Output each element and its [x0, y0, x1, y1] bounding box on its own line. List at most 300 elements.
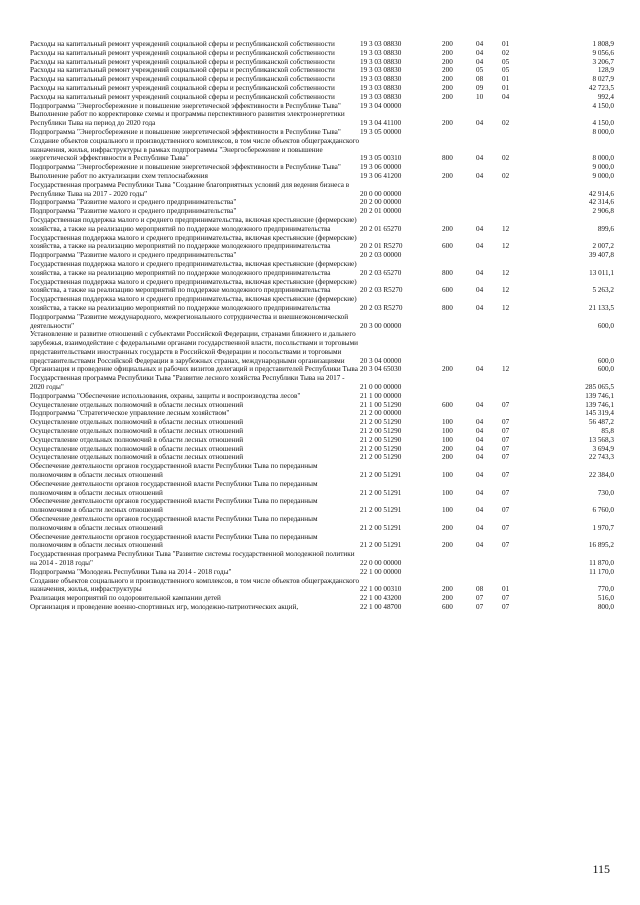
table-row	[30, 427, 614, 436]
row-sum: 600,0	[597, 356, 614, 365]
row-sum: 8 000,0	[592, 127, 614, 136]
table-row	[30, 110, 614, 128]
row-sum: 800,0	[597, 603, 614, 611]
row-section: 04	[476, 418, 484, 427]
row-code: 21 2 00 51291	[360, 471, 402, 480]
row-name: Государственная поддержка малого и среднего предпринимательства, включая крестьянские (фермерские) хозяйства, а также на реализацию мероприятий по поддержке молодежного предпринимательства	[30, 233, 357, 251]
row-sum: 1 808,9	[592, 40, 614, 48]
row-name: Государственная поддержка малого и среднего предпринимательства, включая крестьянские (фермерские) хозяйства, а также на реализацию мероприятий по поддержке молодежного предпринимательства	[30, 295, 357, 312]
row-subsection: 07	[502, 444, 510, 453]
row-name: Обеспечение деятельности органов государственной власти Республики Тыва по переданным полномочиям в области лесных отношений	[30, 532, 318, 550]
row-subsection	[502, 102, 532, 111]
row-expense-type: 200	[442, 92, 453, 101]
row-expense-type	[442, 330, 476, 365]
row-subsection	[502, 198, 532, 207]
row-expense-type	[442, 198, 476, 207]
row-expense-type: 200	[442, 119, 453, 128]
row-sum: 42 314,6	[588, 198, 614, 207]
row-sum: 6 760,0	[592, 506, 614, 515]
row-code: 19 3 04 00000	[360, 101, 402, 110]
row-subsection: 02	[502, 154, 510, 163]
row-subsection	[502, 313, 532, 331]
table-row	[30, 216, 614, 234]
row-subsection: 07	[502, 400, 510, 409]
row-sum: 3 206,7	[592, 57, 614, 66]
row-expense-type	[442, 392, 476, 401]
row-expense-type: 200	[442, 75, 453, 84]
row-section: 08	[476, 75, 484, 84]
row-subsection: 07	[502, 541, 510, 550]
row-section: 04	[476, 40, 484, 48]
row-subsection: 02	[502, 119, 510, 128]
row-code: 20 2 00 00000	[360, 198, 402, 207]
row-name: Осуществление отдельных полномочий в области лесных отношений	[30, 444, 244, 453]
row-expense-type: 200	[442, 83, 453, 92]
table-row	[30, 568, 614, 577]
row-expense-type: 800	[442, 303, 453, 312]
row-section: 04	[476, 48, 484, 57]
row-section: 09	[476, 83, 484, 92]
row-section	[476, 102, 502, 111]
row-subsection: 07	[502, 523, 510, 532]
row-subsection: 12	[502, 365, 510, 374]
row-section: 04	[476, 471, 484, 480]
row-subsection: 05	[502, 57, 510, 66]
row-name: Подпрограмма "Развитие малого и среднего предпринимательства"	[30, 207, 237, 216]
row-name: Подпрограмма "Развитие малого и среднего предпринимательства"	[30, 198, 237, 207]
row-sum: 600,0	[597, 365, 614, 374]
table-row	[30, 453, 614, 462]
row-section	[476, 251, 502, 260]
row-sum: 139 746,1	[585, 400, 614, 409]
row-section: 04	[476, 453, 484, 462]
row-expense-type	[442, 181, 476, 199]
row-subsection	[502, 392, 532, 401]
row-expense-type: 600	[442, 242, 453, 251]
row-subsection: 01	[502, 585, 510, 594]
row-code: 19 3 03 08830	[360, 48, 402, 57]
row-expense-type: 100	[442, 506, 453, 515]
row-name: Расходы на капитальный ремонт учреждений социальной сферы и республиканской собственности	[30, 66, 335, 75]
row-sum: 22 384,0	[588, 471, 614, 480]
row-subsection: 02	[502, 171, 510, 180]
row-expense-type	[442, 251, 476, 260]
row-name: Расходы на капитальный ремонт учреждений социальной сферы и республиканской собственности	[30, 48, 335, 57]
row-sum: 42 723,5	[588, 83, 614, 92]
row-expense-type: 100	[442, 427, 453, 436]
row-expense-type: 200	[442, 224, 453, 233]
row-name: Государственная поддержка малого и среднего предпринимательства, включая крестьянские (фермерские) хозяйства, а также на реализацию мероприятий по поддержке молодежного предпринимательства	[30, 259, 357, 277]
row-subsection	[502, 207, 532, 216]
table-row	[30, 207, 614, 216]
row-expense-type: 800	[442, 154, 453, 163]
row-section: 08	[476, 585, 484, 594]
row-expense-type	[442, 313, 476, 331]
table-row	[30, 260, 614, 278]
row-sum: 4 150,0	[592, 119, 614, 128]
row-code: 21 1 00 51290	[360, 400, 402, 409]
row-section: 04	[476, 435, 484, 444]
row-name: Создание объектов социального и производственного комплексов, в том числе объектов общегражданского назначения, жилья, инфраструктуры в рамках подпрограммы "Энергосбережение и повышение энергетической эффективности в Республике Тыва"	[30, 136, 360, 163]
row-subsection: 07	[502, 594, 510, 603]
row-section: 04	[476, 400, 484, 409]
row-code: 19 3 03 08830	[360, 75, 402, 84]
row-section	[476, 313, 502, 331]
row-code: 21 2 00 51291	[360, 506, 402, 515]
row-section: 04	[476, 268, 484, 277]
row-subsection	[502, 409, 532, 418]
row-expense-type: 200	[442, 585, 453, 594]
row-code: 19 3 03 08830	[360, 57, 402, 66]
row-section	[476, 568, 502, 577]
row-name: Осуществление отдельных полномочий в области лесных отношений	[30, 453, 244, 462]
row-section: 04	[476, 427, 484, 436]
row-name: Подпрограмма "Развитие международного, межрегионального сотрудничества и внешнеэкономической деятельности"	[30, 312, 349, 330]
row-code: 20 2 03 R5270	[360, 303, 403, 312]
row-code: 20 0 00 00000	[360, 189, 402, 198]
row-code: 21 2 00 51291	[360, 523, 402, 532]
row-code: 19 3 06 41200	[360, 171, 402, 180]
row-expense-type: 200	[442, 171, 453, 180]
row-name: Подпрограмма "Энергосбережение и повышение энергетической эффективности в Республике Тыва"	[30, 101, 341, 110]
table-row	[30, 497, 614, 515]
row-section: 04	[476, 303, 484, 312]
row-section: 07	[476, 594, 484, 603]
row-name: Установление и развитие отношений с субъектами Российской Федерации, странами ближнего и дальнего зарубежья, взаимодействие с федеральными органами государственной власти, посольствами и торговыми представительствами иностранных государств в Российской Федерации и посольствами и торговыми представительствами Российской Федерации в зарубежных странах, международными организациями	[30, 330, 359, 365]
row-code: 21 2 00 51290	[360, 453, 402, 462]
row-sum: 2 007,2	[592, 242, 614, 251]
row-section	[476, 163, 502, 172]
row-expense-type	[442, 163, 476, 172]
row-sum: 730,0	[597, 488, 614, 497]
row-subsection	[502, 568, 532, 577]
row-expense-type: 800	[442, 268, 453, 277]
row-subsection	[502, 374, 532, 392]
table-row	[30, 409, 614, 418]
table-row	[30, 401, 614, 410]
row-code: 21 2 00 51290	[360, 435, 402, 444]
table-row	[30, 75, 614, 84]
row-code: 19 3 03 08830	[360, 83, 402, 92]
row-sum: 56 487,2	[588, 418, 614, 427]
row-subsection	[502, 181, 532, 199]
row-section: 04	[476, 154, 484, 163]
row-name: Создание объектов социального и производственного комплексов, в том числе объектов общегражданского назначения, жилья, инфраструктуры	[30, 576, 360, 594]
row-code: 20 2 03 00000	[360, 251, 402, 260]
row-sum: 42 914,6	[588, 189, 614, 198]
row-expense-type: 100	[442, 488, 453, 497]
row-subsection: 12	[502, 303, 510, 312]
table-row	[30, 181, 614, 199]
row-sum: 770,0	[597, 585, 614, 594]
row-name: Осуществление отдельных полномочий в области лесных отношений	[30, 400, 244, 409]
row-subsection: 07	[502, 427, 510, 436]
table-row	[30, 102, 614, 111]
row-sum: 11 170,0	[589, 567, 614, 576]
row-sum: 128,9	[597, 66, 614, 75]
row-expense-type: 100	[442, 471, 453, 480]
row-sum: 5 263,2	[592, 286, 614, 295]
row-code: 20 3 04 00000	[360, 356, 402, 365]
table-row	[30, 392, 614, 401]
table-row	[30, 603, 614, 612]
row-name: Государственная программа Республики Тыва "Развитие лесного хозяйства Республики Тыва на 2017 - 2020 годы"	[30, 374, 345, 392]
table-row	[30, 128, 614, 137]
row-code: 19 3 05 00310	[360, 154, 402, 163]
row-code: 19 3 05 00000	[360, 127, 402, 136]
table-row	[30, 330, 614, 365]
row-code: 20 2 01 R5270	[360, 242, 403, 251]
budget-table-body	[30, 40, 614, 612]
row-sum: 899,6	[597, 224, 614, 233]
row-sum: 8 000,0	[592, 154, 614, 163]
row-name: Расходы на капитальный ремонт учреждений социальной сферы и республиканской собственности	[30, 83, 335, 92]
row-section: 04	[476, 119, 484, 128]
row-subsection: 07	[502, 418, 510, 427]
row-code: 20 2 01 65270	[360, 224, 402, 233]
row-subsection: 07	[502, 453, 510, 462]
table-row	[30, 66, 614, 75]
row-code: 20 2 03 65270	[360, 268, 402, 277]
row-name: Государственная программа Республики Тыва "Развитие системы государственной молодежной политики на 2014 - 2018 годы"	[30, 550, 355, 568]
row-code: 21 2 00 00000	[360, 409, 402, 418]
row-section	[476, 198, 502, 207]
row-subsection: 07	[502, 506, 510, 515]
row-code: 22 1 00 00000	[360, 567, 402, 576]
row-sum: 992,4	[597, 92, 614, 101]
row-subsection	[502, 550, 532, 568]
table-row	[30, 58, 614, 67]
row-code: 19 3 03 08830	[360, 66, 402, 75]
row-sum: 2 906,8	[592, 207, 614, 216]
row-name: Осуществление отдельных полномочий в области лесных отношений	[30, 435, 244, 444]
row-name: Расходы на капитальный ремонт учреждений социальной сферы и республиканской собственности	[30, 75, 335, 84]
table-row	[30, 533, 614, 551]
row-name: Осуществление отдельных полномочий в области лесных отношений	[30, 418, 244, 427]
row-expense-type	[442, 128, 476, 137]
table-row	[30, 436, 614, 445]
table-row	[30, 365, 614, 374]
row-code: 19 3 04 41100	[360, 119, 402, 128]
row-expense-type: 200	[442, 66, 453, 75]
row-name: Организация и проведение официальных и рабочих визитов делегаций и представителей Республики Тыва	[30, 365, 358, 374]
row-code: 21 2 00 51291	[360, 541, 402, 550]
row-expense-type: 200	[442, 594, 453, 603]
table-row	[30, 550, 614, 568]
table-row	[30, 137, 614, 163]
table-row	[30, 251, 614, 260]
row-name: Государственная поддержка малого и среднего предпринимательства, включая крестьянские (фермерские) хозяйства, а также на реализацию мероприятий по поддержке молодежного предпринимательства	[30, 277, 357, 295]
row-section	[476, 409, 502, 418]
table-row	[30, 198, 614, 207]
row-section: 04	[476, 523, 484, 532]
row-code: 21 1 00 00000	[360, 391, 402, 400]
row-code: 19 3 03 08830	[360, 92, 402, 101]
row-subsection	[502, 330, 532, 365]
table-row	[30, 163, 614, 172]
row-sum: 9 056,6	[592, 48, 614, 57]
row-code: 19 3 03 08830	[360, 40, 402, 48]
row-name: Реализация мероприятий по оздоровительной кампании детей	[30, 594, 221, 603]
row-sum: 600,0	[597, 321, 614, 330]
row-expense-type: 200	[442, 541, 453, 550]
table-row	[30, 445, 614, 454]
row-section: 04	[476, 224, 484, 233]
table-row	[30, 515, 614, 533]
row-section	[476, 374, 502, 392]
row-code: 22 1 00 43200	[360, 594, 402, 603]
row-expense-type	[442, 550, 476, 568]
row-section: 04	[476, 242, 484, 251]
row-expense-type: 100	[442, 435, 453, 444]
row-sum: 516,0	[597, 594, 614, 603]
row-subsection: 12	[502, 286, 510, 295]
row-expense-type: 600	[442, 286, 453, 295]
row-subsection: 12	[502, 268, 510, 277]
table-row	[30, 594, 614, 603]
row-subsection: 07	[502, 435, 510, 444]
row-code: 21 2 00 51290	[360, 444, 402, 453]
row-subsection: 02	[502, 48, 510, 57]
row-section: 04	[476, 171, 484, 180]
row-name: Подпрограмма "Энергосбережение и повышение энергетической эффективности в Республике Тыва"	[30, 163, 341, 172]
row-name: Подпрограмма "Энергосбережение и повышение энергетической эффективности в Республике Тыва"	[30, 127, 341, 136]
row-section: 04	[476, 506, 484, 515]
row-subsection: 07	[502, 603, 510, 611]
row-name: Государственная поддержка малого и среднего предпринимательства, включая крестьянские (фермерские) хозяйства, а также на реализацию мероприятий по поддержке молодежного предпринимательства	[30, 215, 357, 233]
row-name: Подпрограмма "Молодежь Республики Тыва на 2014 - 2018 годы"	[30, 567, 232, 576]
row-subsection: 07	[502, 488, 510, 497]
row-section	[476, 330, 502, 365]
row-expense-type: 600	[442, 400, 453, 409]
table-row	[30, 462, 614, 480]
row-subsection	[502, 163, 532, 172]
table-row	[30, 40, 614, 49]
row-name: Выполнение работ по актуализации схем теплоснабжения	[30, 171, 208, 180]
row-expense-type	[442, 409, 476, 418]
row-subsection	[502, 251, 532, 260]
row-expense-type: 600	[442, 603, 453, 611]
row-expense-type: 200	[442, 523, 453, 532]
row-expense-type: 200	[442, 453, 453, 462]
row-code: 20 3 00 00000	[360, 321, 402, 330]
row-code: 21 2 00 51290	[360, 418, 402, 427]
row-expense-type: 200	[442, 365, 453, 374]
row-section: 04	[476, 365, 484, 374]
row-expense-type	[442, 207, 476, 216]
row-code: 20 3 04 65030	[360, 365, 402, 374]
row-section	[476, 207, 502, 216]
row-expense-type: 200	[442, 40, 453, 48]
row-section: 04	[476, 286, 484, 295]
row-subsection: 12	[502, 224, 510, 233]
row-expense-type	[442, 102, 476, 111]
row-subsection	[502, 128, 532, 137]
table-row	[30, 577, 614, 595]
budget-table	[30, 40, 614, 612]
row-name: Обеспечение деятельности органов государственной власти Республики Тыва по переданным полномочиям в области лесных отношений	[30, 515, 318, 532]
row-subsection: 01	[502, 83, 510, 92]
row-section: 10	[476, 92, 484, 101]
row-subsection: 04	[502, 92, 510, 101]
row-sum: 145 319,4	[585, 409, 614, 418]
row-section	[476, 550, 502, 568]
table-row	[30, 418, 614, 427]
row-code: 22 0 00 00000	[360, 559, 402, 568]
table-row	[30, 480, 614, 498]
row-code: 20 2 03 R5270	[360, 286, 403, 295]
row-section	[476, 392, 502, 401]
row-name: Обеспечение деятельности органов государственной власти Республики Тыва по переданным полномочиям в области лесных отношений	[30, 497, 318, 515]
row-name: Обеспечение деятельности органов государственной власти Республики Тыва по переданным полномочиям в области лесных отношений	[30, 479, 318, 497]
row-expense-type: 200	[442, 57, 453, 66]
row-sum: 139 746,1	[585, 391, 614, 400]
row-sum: 8 027,9	[592, 75, 614, 84]
row-code: 19 3 06 00000	[360, 163, 402, 172]
row-subsection: 07	[502, 471, 510, 480]
row-expense-type: 200	[442, 444, 453, 453]
table-row	[30, 93, 614, 102]
row-name: Организация и проведение военно-спортивных игр, молодежно-патриотических акций,	[30, 603, 299, 611]
row-sum: 9 000,0	[592, 171, 614, 180]
row-name: Обеспечение деятельности органов государственной власти Республики Тыва по переданным полномочиям в области лесных отношений	[30, 462, 318, 480]
row-section: 05	[476, 66, 484, 75]
table-row	[30, 172, 614, 181]
row-section: 04	[476, 444, 484, 453]
row-name: Подпрограмма "Стратегическое управление лесным хозяйством"	[30, 409, 230, 418]
row-name: Государственная программа Республики Тыва "Создание благоприятных условий для ведения бизнеса в Республике Тыва на 2017 - 2020 годы"	[30, 180, 350, 198]
table-row	[30, 374, 614, 392]
table-row	[30, 84, 614, 93]
row-code: 22 1 00 00310	[360, 585, 402, 594]
row-sum: 16 895,2	[588, 541, 614, 550]
row-section: 04	[476, 488, 484, 497]
row-sum: 21 133,5	[588, 303, 614, 312]
table-row	[30, 278, 614, 296]
row-sum: 9 000,0	[592, 163, 614, 172]
row-section: 07	[476, 603, 484, 611]
row-name: Расходы на капитальный ремонт учреждений социальной сферы и республиканской собственности	[30, 92, 335, 101]
row-expense-type: 100	[442, 418, 453, 427]
row-code: 21 2 00 51290	[360, 427, 402, 436]
row-sum: 22 743,3	[588, 453, 614, 462]
row-subsection: 01	[502, 40, 510, 48]
row-name: Расходы на капитальный ремонт учреждений социальной сферы и республиканской собственности	[30, 40, 335, 48]
row-subsection: 12	[502, 242, 510, 251]
row-name: Расходы на капитальный ремонт учреждений социальной сферы и республиканской собственности	[30, 57, 335, 66]
row-code: 21 0 00 00000	[360, 383, 402, 392]
row-sum: 11 870,0	[589, 559, 614, 568]
row-name: Подпрограмма "Развитие малого и среднего предпринимательства"	[30, 251, 237, 260]
row-expense-type	[442, 374, 476, 392]
row-sum: 285 065,5	[585, 383, 614, 392]
row-sum: 13 011,1	[589, 268, 614, 277]
row-sum: 4 150,0	[592, 101, 614, 110]
row-subsection: 01	[502, 75, 510, 84]
table-row	[30, 313, 614, 331]
row-subsection: 05	[502, 66, 510, 75]
table-row	[30, 295, 614, 313]
row-section	[476, 128, 502, 137]
row-code: 22 1 00 48700	[360, 603, 402, 611]
row-sum: 13 568,3	[588, 435, 614, 444]
row-section: 04	[476, 57, 484, 66]
page-number: 115	[592, 862, 610, 876]
table-row	[30, 234, 614, 252]
row-sum: 3 694,9	[592, 444, 614, 453]
row-code: 20 2 01 00000	[360, 207, 402, 216]
row-sum: 85,8	[601, 427, 614, 436]
